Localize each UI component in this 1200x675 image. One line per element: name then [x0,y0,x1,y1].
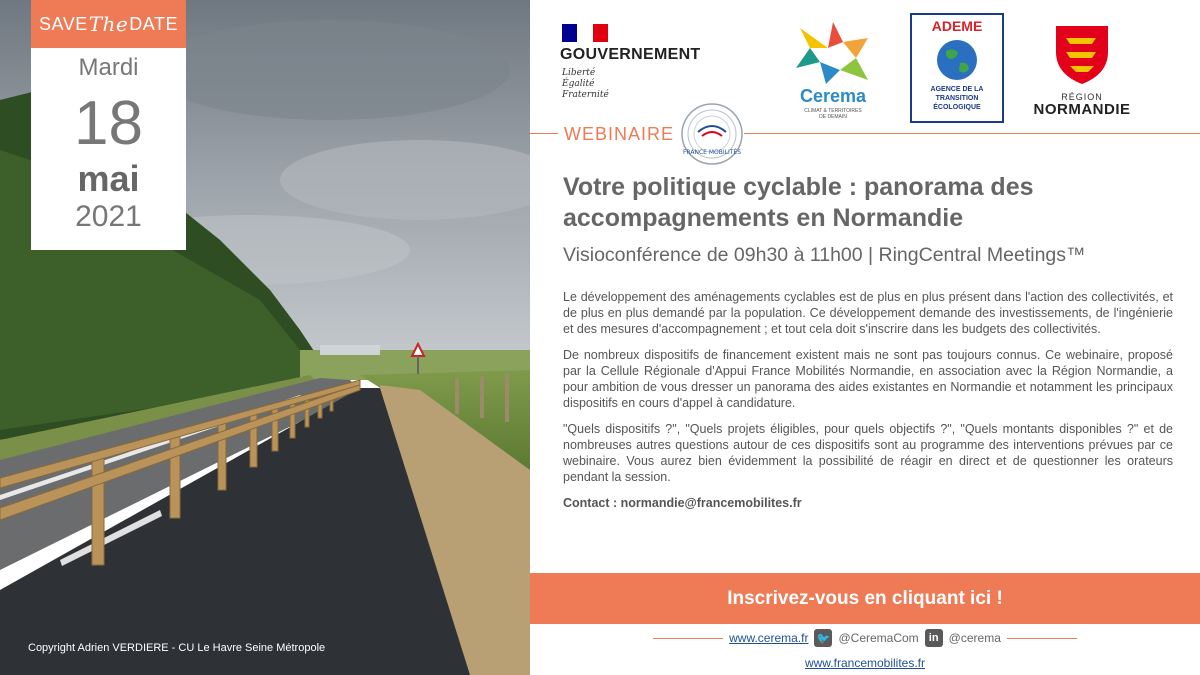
ademe-name: ADEME [931,18,983,34]
description-paragraph-3: "Quels dispositifs ?", "Quels projets éligibles, pour quels objectifs ?", "Quels montants disponibles ?" et de nombreuses autres questions autour de ces dispositifs sont au programme des interventions prévues par ce webinaire. Vous aurez bien évidemment la possibilité de réagir en direct et de questionner les orateurs pendant la session. [563,422,1173,484]
gouvernement-motto [562,68,609,101]
normandie-name: NORMANDIE [1033,101,1131,118]
cerema-logo [788,18,878,123]
event-weekday: Mardi [78,54,139,81]
motto-egalite: Égalité [562,79,595,89]
date-label: DATE [129,13,178,34]
event-title [563,172,1163,234]
cerema-tagline-1: CLIMAT & TERRITOIRES [804,108,862,114]
motto-fraternite: Fraternité [562,90,609,100]
register-button[interactable]: Inscrivez-vous en cliquant ici ! [530,573,1200,624]
cerema-tagline-2: DE DEMAIN [819,114,847,120]
ademe-line-3: ÉCOLOGIQUE [933,104,981,111]
linkedin-handle[interactable]: @cerema [948,631,1001,645]
cerema-website-link[interactable]: www.cerema.fr [729,631,809,645]
francemobilites-website-link[interactable]: www.francemobilites.fr [804,656,926,670]
francemobilites-footer [530,656,1200,670]
france-mobilites-badge [680,102,744,166]
description-paragraph-1: Le développement des aménagements cyclables est de plus en plus présent dans l'action des collectivités, et de plus en plus demandé par la population. Ce développement demande des investissements, de l'ingénierie et des mesures d'accompagnement ; et tout cela doit s'inscrire dans les budgets des collectivités. [563,290,1173,336]
linkedin-icon[interactable]: in [925,629,943,647]
ademe-line-2: TRANSITION [935,95,979,102]
ademe-subtitle [912,85,1002,112]
event-subtitle: Visioconférence de 09h30 à 11h00 | RingCentral Meetings™ [563,244,1086,266]
save-the-date-banner [31,0,186,48]
ademe-line-1: AGENCE DE LA [930,86,984,93]
ademe-logo [910,13,1004,123]
motto-liberte: Liberté [562,68,596,78]
normandy-lions-shield-icon [1052,22,1112,86]
event-description [563,289,1173,511]
event-title-line-1: Votre politique cyclable : panorama des [563,173,1034,201]
cerema-name: Cerema [799,86,867,106]
marianne-flag-icon [562,24,608,42]
region-normandie-logo [1022,22,1142,117]
event-day: 18 [74,89,143,158]
save-the-date-card [31,0,186,250]
gouvernement-logo [560,22,720,112]
event-year: 2021 [75,200,142,233]
footer-links [530,627,1200,649]
the-label: The [88,12,129,36]
gouvernement-title: GOUVERNEMENT [560,46,701,63]
event-month: mai [77,158,140,199]
footer-divider-left [653,638,723,639]
save-label: SAVE [39,13,88,34]
cerema-tagline [788,108,878,120]
footer-divider-right [1007,638,1077,639]
globe-icon [936,39,978,81]
content-panel [530,0,1200,675]
event-title-line-2: accompagnements en Normandie [563,204,964,232]
cerema-star-icon [788,18,878,86]
france-mobilites-logo-icon [680,102,744,166]
description-paragraph-2: De nombreux dispositifs de financement existent mais ne sont pas toujours connus. Ce webinaire, proposé par la Cellule Régionale d'Appui France Mobilités Normandie, en association avec la Région Normandie, a pour ambition de vous dresser un panorama des aides existantes en Normandie et notamment les principaux dispositifs en cours d'appel à candidature. [563,348,1173,410]
event-type-label: WEBINAIRE [558,124,680,145]
twitter-icon[interactable]: 🐦 [814,629,832,647]
normandie-region-label: RÉGION [1061,92,1103,102]
twitter-handle[interactable]: @CeremaCom [838,631,919,645]
photo-copyright: Copyright Adrien VERDIERE - CU Le Havre Seine Métropole [28,642,326,654]
france-mobilites-label: FRANCE MOBILITÉS [682,149,742,156]
contact-email[interactable]: Contact : normandie@francemobilites.fr [563,496,802,510]
